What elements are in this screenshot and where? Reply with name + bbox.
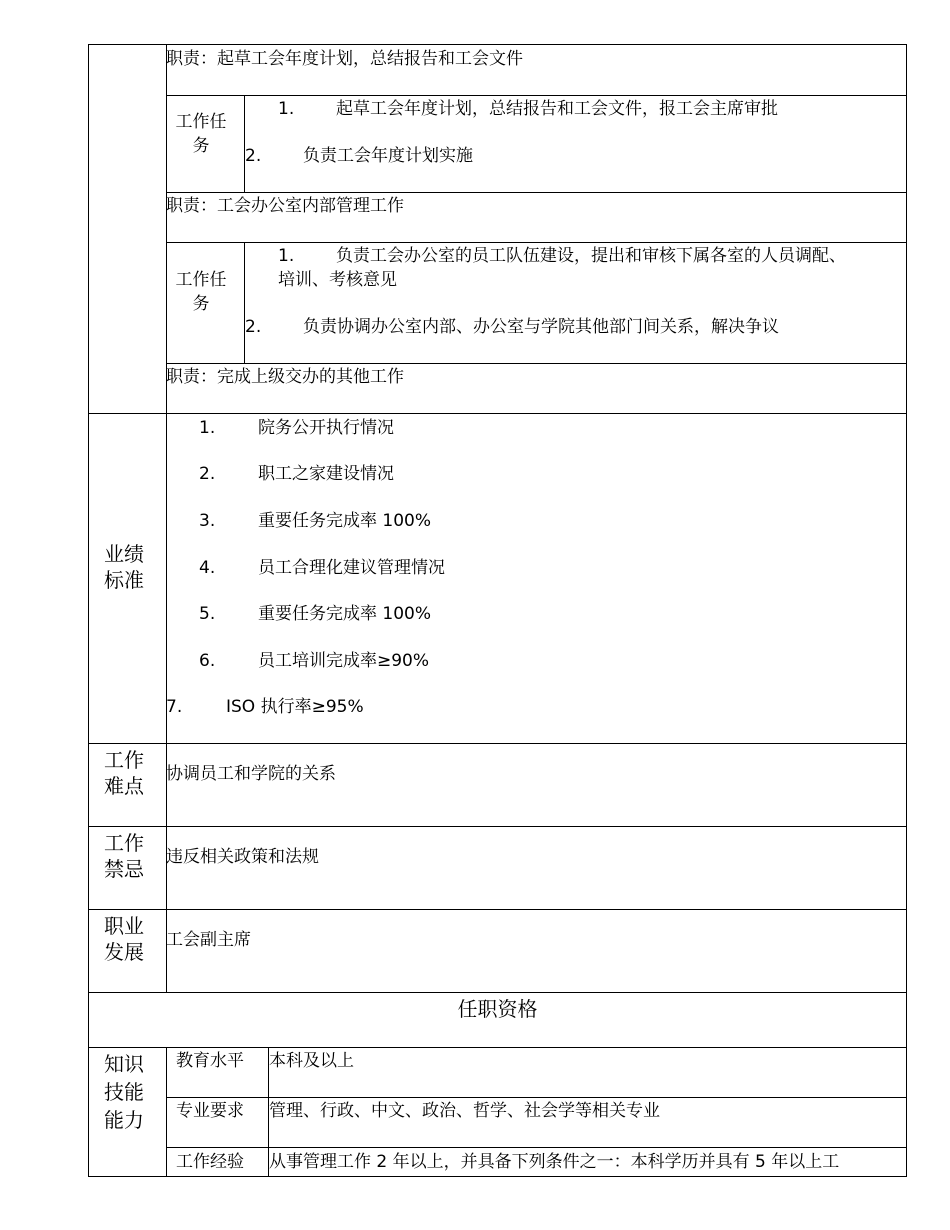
task-label: 工作任务 xyxy=(175,112,227,156)
task-number: 1. xyxy=(278,99,295,119)
career-value: 工会副主席 xyxy=(166,930,251,950)
task-number: 2. xyxy=(245,146,262,166)
performance-number: 1. xyxy=(199,418,216,438)
performance-item: 院务公开执行情况 xyxy=(258,418,394,438)
performance-number: 7. xyxy=(166,697,183,717)
performance-item: 职工之家建设情况 xyxy=(258,464,394,484)
task-number: 1. xyxy=(278,246,295,266)
task-text-continued: 培训、考核意见 xyxy=(278,270,397,290)
qualification-row-label: 专业要求 xyxy=(176,1101,244,1121)
performance-number: 5. xyxy=(199,604,216,624)
performance-item: 员工合理化建议管理情况 xyxy=(258,558,445,578)
performance-number: 4. xyxy=(199,558,216,578)
performance-item: 员工培训完成率≥90% xyxy=(258,651,430,671)
career-label: 职业发展 xyxy=(104,914,144,964)
qualification-row-value: 从事管理工作 2 年以上，并具备下列条件之一：本科学历并具有 5 年以上工 xyxy=(269,1152,840,1172)
qualification-row-value: 管理、行政、中文、政治、哲学、社会学等相关专业 xyxy=(269,1101,660,1121)
performance-number: 3. xyxy=(199,511,216,531)
qualification-label: 知识技能能力 xyxy=(104,1052,144,1132)
difficulty-value: 协调员工和学院的关系 xyxy=(166,764,336,784)
performance-item: 重要任务完成率 100% xyxy=(258,511,432,531)
task-text: 起草工会年度计划，总结报告和工会文件，报工会主席审批 xyxy=(336,99,778,119)
performance-item: ISO 执行率≥95% xyxy=(226,697,364,717)
taboo-value: 违反相关政策和法规 xyxy=(166,847,319,867)
taboo-label: 工作禁忌 xyxy=(104,831,144,881)
duty-title: 职责：起草工会年度计划，总结报告和工会文件 xyxy=(166,49,523,69)
task-text: 负责工会年度计划实施 xyxy=(303,146,473,166)
task-text: 负责协调办公室内部、办公室与学院其他部门间关系，解决争议 xyxy=(303,317,779,337)
performance-number: 2. xyxy=(199,464,216,484)
qualification-row-value: 本科及以上 xyxy=(269,1051,354,1071)
performance-item: 重要任务完成率 100% xyxy=(258,604,432,624)
task-label: 工作任务 xyxy=(175,270,227,314)
qualification-row-label: 教育水平 xyxy=(176,1051,244,1071)
difficulty-label: 工作难点 xyxy=(104,748,144,798)
qualification-heading: 任职资格 xyxy=(457,997,538,1021)
performance-number: 6. xyxy=(199,651,216,671)
task-text: 负责工会办公室的员工队伍建设，提出和审核下属各室的人员调配、 xyxy=(336,246,846,266)
task-number: 2. xyxy=(245,317,262,337)
qualification-row-label: 工作经验 xyxy=(176,1152,244,1172)
duty-title: 职责：工会办公室内部管理工作 xyxy=(166,196,404,216)
duty-title: 职责：完成上级交办的其他工作 xyxy=(166,367,404,387)
performance-label: 业绩标准 xyxy=(104,542,144,592)
